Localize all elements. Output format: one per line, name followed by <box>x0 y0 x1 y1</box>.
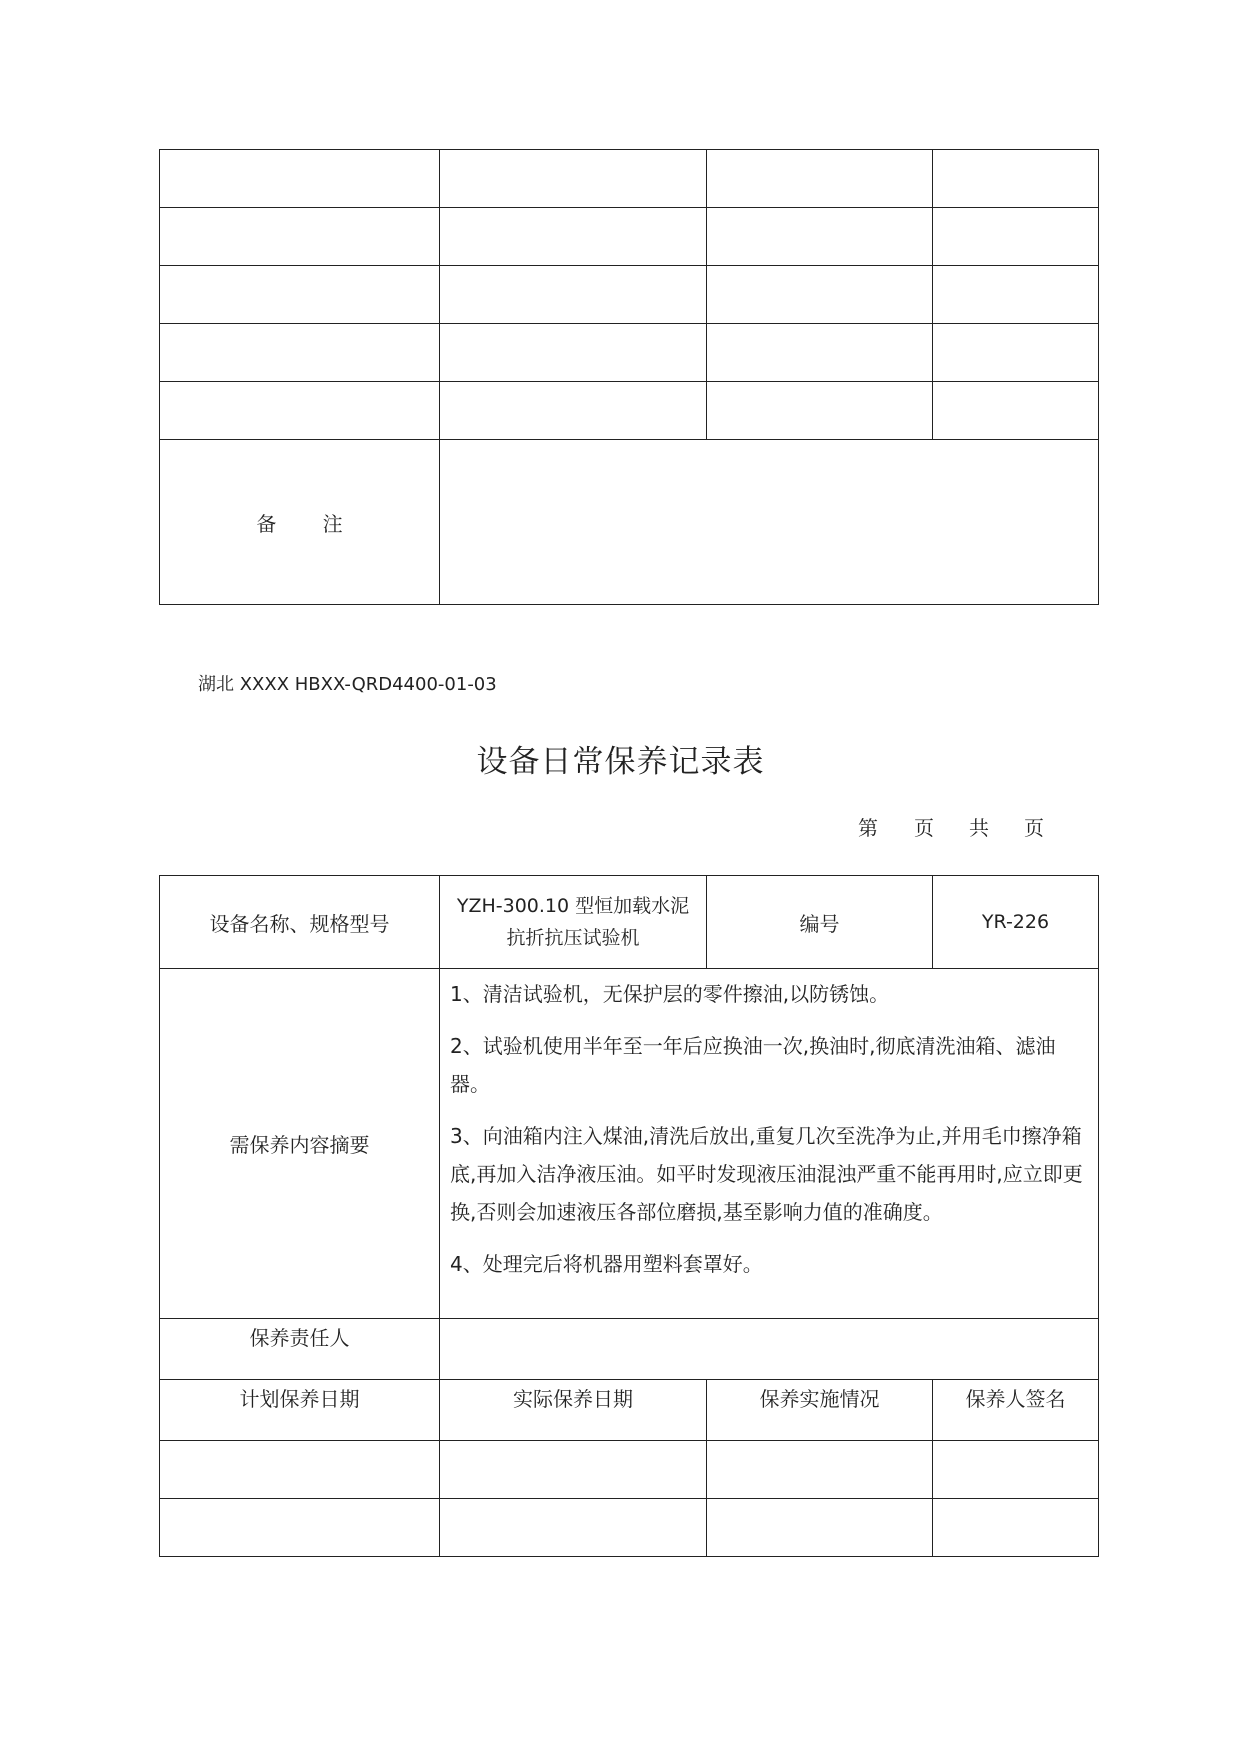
table-cell[interactable] <box>707 1441 933 1499</box>
table-cell[interactable] <box>160 208 440 266</box>
table-cell[interactable] <box>707 324 933 382</box>
table-cell[interactable] <box>440 1499 707 1557</box>
maintenance-summary-label: 需保养内容摘要 <box>160 969 440 1319</box>
table-cell[interactable] <box>440 266 707 324</box>
column-header-actual-date: 实际保养日期 <box>440 1380 707 1441</box>
page-title: 设备日常保养记录表 <box>476 744 765 780</box>
table-cell[interactable] <box>933 208 1099 266</box>
remark-field[interactable] <box>440 440 1099 605</box>
equipment-number-label: 编号 <box>707 876 933 969</box>
table-cell[interactable] <box>707 1499 933 1557</box>
equipment-number-value[interactable]: YR-226 <box>933 876 1099 969</box>
column-header-status: 保养实施情况 <box>707 1380 933 1441</box>
remark-row <box>160 440 1099 605</box>
table-cell[interactable] <box>440 208 707 266</box>
equipment-name-label: 设备名称、规格型号 <box>160 876 440 969</box>
page-counter-ye: 页 <box>914 816 934 840</box>
table-cell[interactable] <box>440 382 707 440</box>
column-header-row <box>160 1380 1099 1441</box>
table-row <box>160 324 1099 382</box>
table-cell[interactable] <box>707 382 933 440</box>
responsible-label: 保养责任人 <box>160 1319 440 1380</box>
equipment-row <box>160 876 1099 969</box>
maintenance-summary-content[interactable] <box>440 969 1099 1319</box>
table-row <box>160 1499 1099 1557</box>
table-cell[interactable] <box>933 382 1099 440</box>
page-counter-di: 第 <box>858 816 878 840</box>
column-header-signature: 保养人签名 <box>933 1380 1099 1441</box>
table-cell[interactable] <box>707 208 933 266</box>
document-code: 湖北 XXXX HBXX-QRD4400-01-03 <box>198 674 497 695</box>
table-cell[interactable] <box>707 266 933 324</box>
table-row <box>160 266 1099 324</box>
table-cell[interactable] <box>440 150 707 208</box>
maintenance-record-table <box>159 875 1099 1557</box>
table-cell[interactable] <box>933 266 1099 324</box>
equipment-model-line1: YZH-300.10 型恒加载水泥 <box>456 895 690 917</box>
table-cell[interactable] <box>440 324 707 382</box>
page-counter-gong: 共 <box>969 816 989 840</box>
table-row <box>160 150 1099 208</box>
maintenance-item: 1、清洁试验机，无保护层的零件擦油,以防锈蚀。 <box>450 982 890 1006</box>
equipment-model[interactable] <box>440 876 707 969</box>
table-row <box>160 208 1099 266</box>
maintenance-item: 2、试验机使用半年至一年后应换油一次,换油时,彻底清洗油箱、滤油器。 <box>450 1034 1056 1096</box>
maintenance-summary-row <box>160 969 1099 1319</box>
table-cell[interactable] <box>933 1499 1099 1557</box>
responsible-field[interactable] <box>440 1319 1099 1380</box>
maintenance-item: 4、处理完后将机器用塑料套罩好。 <box>450 1252 763 1276</box>
table-cell[interactable] <box>933 324 1099 382</box>
table-cell[interactable] <box>160 1441 440 1499</box>
table-cell[interactable] <box>160 150 440 208</box>
table-cell[interactable] <box>160 324 440 382</box>
column-header-planned-date: 计划保养日期 <box>160 1380 440 1441</box>
maintenance-item: 3、向油箱内注入煤油,清洗后放出,重复几次至洗净为止,并用毛巾擦净箱底,再加入洁净液压油。如平时发现液压油混浊严重不能再用时,应立即更换,否则会加速液压各部位磨损,基至影响力值的准确度。 <box>450 1124 1083 1224</box>
equipment-model-line2: 抗折抗压试验机 <box>506 927 640 949</box>
table-cell[interactable] <box>440 1441 707 1499</box>
table-cell[interactable] <box>160 382 440 440</box>
table-cell[interactable] <box>933 150 1099 208</box>
table-row <box>160 382 1099 440</box>
table-cell[interactable] <box>933 1441 1099 1499</box>
responsible-row <box>160 1319 1099 1380</box>
previous-record-table <box>159 149 1099 605</box>
remark-label: 备 注 <box>160 440 440 605</box>
table-cell[interactable] <box>707 150 933 208</box>
table-cell[interactable] <box>160 266 440 324</box>
table-cell[interactable] <box>160 1499 440 1557</box>
table-row <box>160 1441 1099 1499</box>
page-counter-ye-total: 页 <box>1024 816 1044 840</box>
